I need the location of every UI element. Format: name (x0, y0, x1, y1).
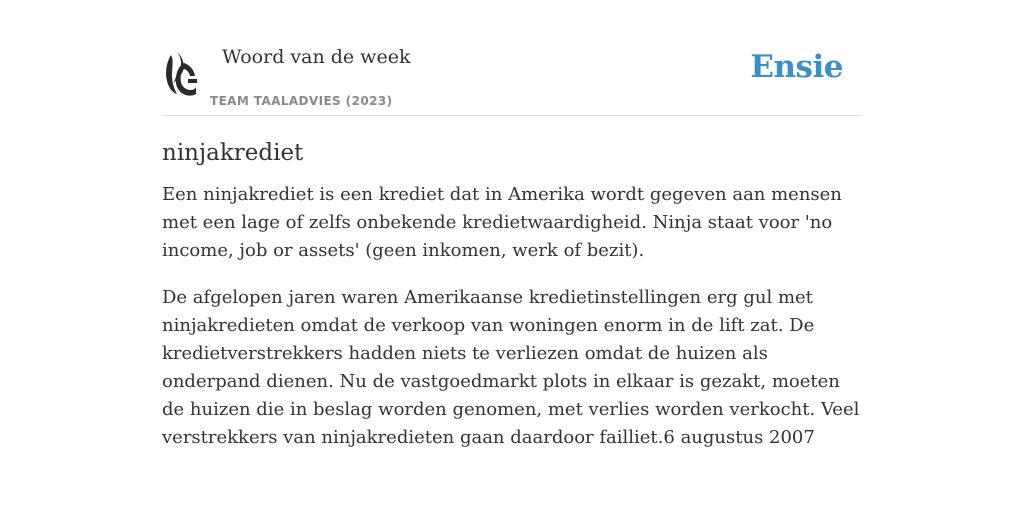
entry-body (162, 181, 862, 452)
section-title: Woord van de week (222, 46, 411, 68)
card-header (162, 40, 862, 116)
word-card (162, 40, 862, 471)
author-label: TEAM TAALADVIES (2023) (210, 94, 393, 108)
lion-crest-logo-icon (162, 49, 200, 97)
definition-paragraph: Een ninjakrediet is een krediet dat in Amerika wordt gegeven aan mensen met een lage of zelfs onbekende kredietwaardigheid. Ninja staat voor 'no income, job or assets' (geen inkomen, werk of bezit). (162, 184, 842, 261)
headword: ninjakrediet (162, 140, 304, 166)
explanation-paragraph: De afgelopen jaren waren Amerikaanse kredietinstellingen erg gul met ninjakredieten omdat de verkoop van woningen enorm in de lift zat. De kredietverstrekkers hadden niets te verliezen omdat de huizen als onderpand dienen. Nu de vastgoedmarkt plots in elkaar is gezakt, moeten de huizen die in beslag worden genomen, met verlies worden verkocht. Veel verstrekkers van ninjakredieten gaan daardoor failliet.6 augustus 2007 (162, 287, 860, 448)
brand-link[interactable]: Ensie (750, 49, 843, 85)
